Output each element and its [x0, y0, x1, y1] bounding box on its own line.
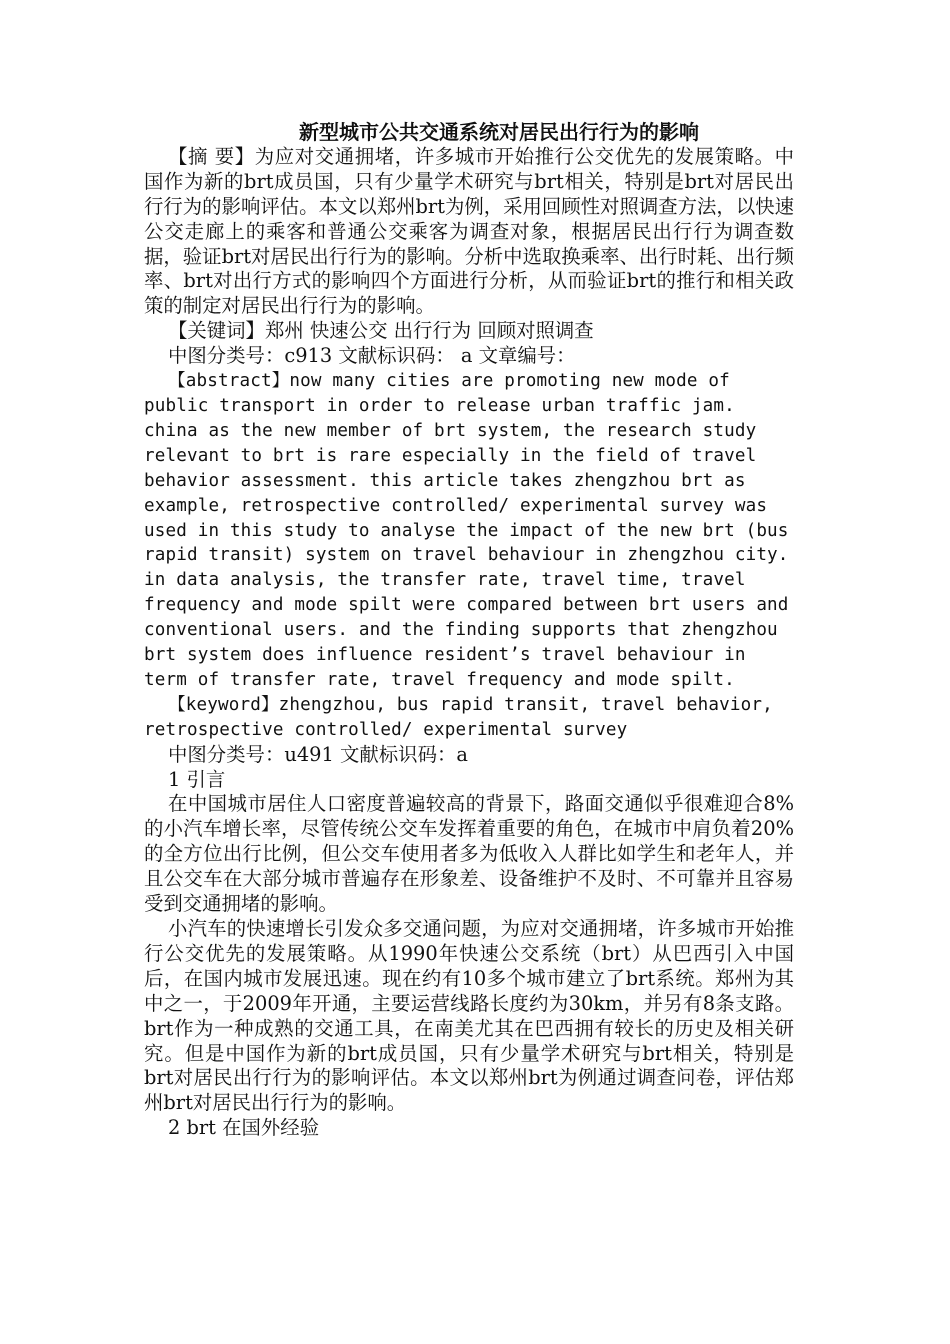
classification-line-2: 中图分类号：u491 文献标识码：a: [168, 742, 468, 766]
document-title: 新型城市公共交通系统对居民出行行为的影响: [299, 120, 699, 144]
section-1-heading: 1 引言: [168, 767, 226, 791]
abstract-chinese: 【摘 要】为应对交通拥堵，许多城市开始推行公交优先的发展策略。中国作为新的brt成员国，只有少量学术研究与brt相关，特别是brt对居民出行行为的影响评估。本文以郑州brt为例，采用回顾性对照调查方法，以快速公交走廊上的乘客和普通公交乘客为调查对象，根据居民出行行为调查数据，验证brt对居民出行行为的影响。分析中选取换乘率、出行时耗、出行频率、brt对出行方式的影响四个方面进行分析，从而验证brt的推行和相关政策的制定对居民出行行为的影响。: [144, 144, 794, 318]
keywords-chinese: 【关键词】郑州 快速公交 出行行为 回顾对照调查: [168, 319, 594, 343]
section-1-paragraph-2: 小汽车的快速增长引发众多交通问题，为应对交通拥堵，许多城市开始推行公交优先的发展策略。从1990年快速公交系统（brt）从巴西引入中国后，在国内城市发展迅速。现在约有10多个城市建立了brt系统。郑州为其中之一，于2009年开通，主要运营线路长度约为30km，并另有8条支路。brt作为一种成熟的交通工具，在南美尤其在巴西拥有较长的历史及相关研究。但是中国作为新的brt成员国，只有少量学术研究与brt相关，特别是brt对居民出行行为的影响评估。本文以郑州brt为例通过调查问卷，评估郑州brt对居民出行行为的影响。: [144, 917, 794, 1115]
keywords-english: 【keyword】zhengzhou, bus rapid transit, travel behavior, retrospective controlled/ experimental survey: [144, 694, 773, 740]
abstract-english: 【abstract】now many cities are promoting new mode of public transport in order to release urban traffic jam. china as the new member of brt system, the research study relevant to brt is rare especially in the field of travel behavior assessment. this article takes zhengzhou brt as example, retrospective controlled/ experimental survey was used in this study to analyse the impact of the new brt (bus rapid transit) system on travel behaviour in zhengzhou city. in data analysis, the transfer rate, travel time, travel frequency and mode spilt were compared between brt users and conventional users. and the finding supports that zhengzhou brt system does influence resident’s travel behaviour in term of transfer rate, travel frequency and mode spilt.: [144, 371, 789, 690]
section-2-heading: 2 brt 在国外经验: [168, 1116, 320, 1140]
english-block: [144, 369, 794, 743]
document-page: [144, 120, 794, 1141]
classification-line-1: 中图分类号：c913 文献标识码： a 文章编号：: [168, 344, 576, 368]
section-1-paragraph-1: 在中国城市居住人口密度普遍较高的背景下，路面交通似乎很难迎合8%的小汽车增长率，尽管传统公交车发挥着重要的角色，在城市中肩负着20%的全方位出行比例，但公交车使用者多为低收入人群比如学生和老年人，并且公交车在大部分城市普遍存在形象差、设备维护不及时、不可靠并且容易受到交通拥堵的影响。: [144, 792, 794, 916]
